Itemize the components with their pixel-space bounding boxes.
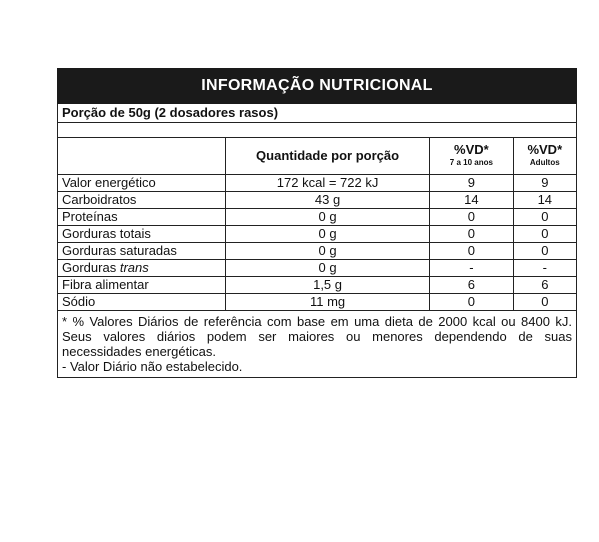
nutrient-quantity: 0 g [225,260,429,277]
nutrient-name: Fibra alimentar [58,277,226,294]
vd-adults-value: - [513,260,576,277]
portion-size: Porção de 50g (2 dosadores rasos) [57,104,577,123]
table-row [58,294,577,311]
spacer [57,123,577,137]
nutrient-quantity: 0 g [225,209,429,226]
nutrient-quantity: 11 mg [225,294,429,311]
table-row [58,260,577,277]
vd-adults-value: 0 [513,243,576,260]
header-vd-kids [430,138,513,175]
table-row [58,192,577,209]
footnote-not-established: - Valor Diário não estabelecido. [62,359,243,374]
header-vd-adults-label: %VD* [527,142,563,157]
header-vd-kids-label: %VD* [454,142,489,157]
vd-adults-value: 6 [513,277,576,294]
vd-kids-value: 0 [430,226,513,243]
nutrient-name: Valor energético [58,175,226,192]
vd-kids-value: 6 [430,277,513,294]
nutrition-label [57,68,577,378]
vd-kids-value: - [430,260,513,277]
header-vd-adults [513,138,576,175]
header-vd-adults-sub: Adultos [529,158,560,167]
vd-adults-value: 14 [513,192,576,209]
nutrient-name: Gorduras totais [58,226,226,243]
label-title: INFORMAÇÃO NUTRICIONAL [57,68,577,104]
table-header-row [58,138,577,175]
vd-adults-value: 0 [513,209,576,226]
nutrient-name: Proteínas [58,209,226,226]
vd-adults-value: 9 [513,175,576,192]
nutrient-name: Sódio [58,294,226,311]
header-quantity: Quantidade por porção [225,138,429,175]
nutrient-quantity: 172 kcal = 722 kJ [225,175,429,192]
nutrient-name-prefix: Gorduras [62,260,117,275]
nutrient-quantity: 43 g [225,192,429,209]
vd-kids-value: 14 [430,192,513,209]
vd-adults-value: 0 [513,226,576,243]
nutrition-table [57,137,577,311]
vd-adults-value: 0 [513,294,576,311]
nutrient-quantity: 1,5 g [225,277,429,294]
nutrient-name: Carboidratos [58,192,226,209]
nutrient-name-italic: trans [119,260,149,275]
vd-kids-value: 0 [430,294,513,311]
vd-kids-value: 0 [430,209,513,226]
vd-kids-value: 0 [430,243,513,260]
table-row [58,243,577,260]
header-empty-cell [58,138,226,175]
table-row [58,277,577,294]
footnote-reference: * % Valores Diários de referência com base em uma dieta de 2000 kcal ou 8400 kJ. Seus valores diários podem ser maiores ou menores dependendo de suas necessidades energéticas. [62,314,572,359]
vd-kids-value: 9 [430,175,513,192]
table-row [58,226,577,243]
table-row [58,175,577,192]
nutrient-quantity: 0 g [225,226,429,243]
nutrient-quantity: 0 g [225,243,429,260]
table-row [58,209,577,226]
nutrient-name [58,260,226,277]
footnote [57,311,577,378]
nutrient-name: Gorduras saturadas [58,243,226,260]
header-vd-kids-sub: 7 a 10 anos [449,158,493,167]
